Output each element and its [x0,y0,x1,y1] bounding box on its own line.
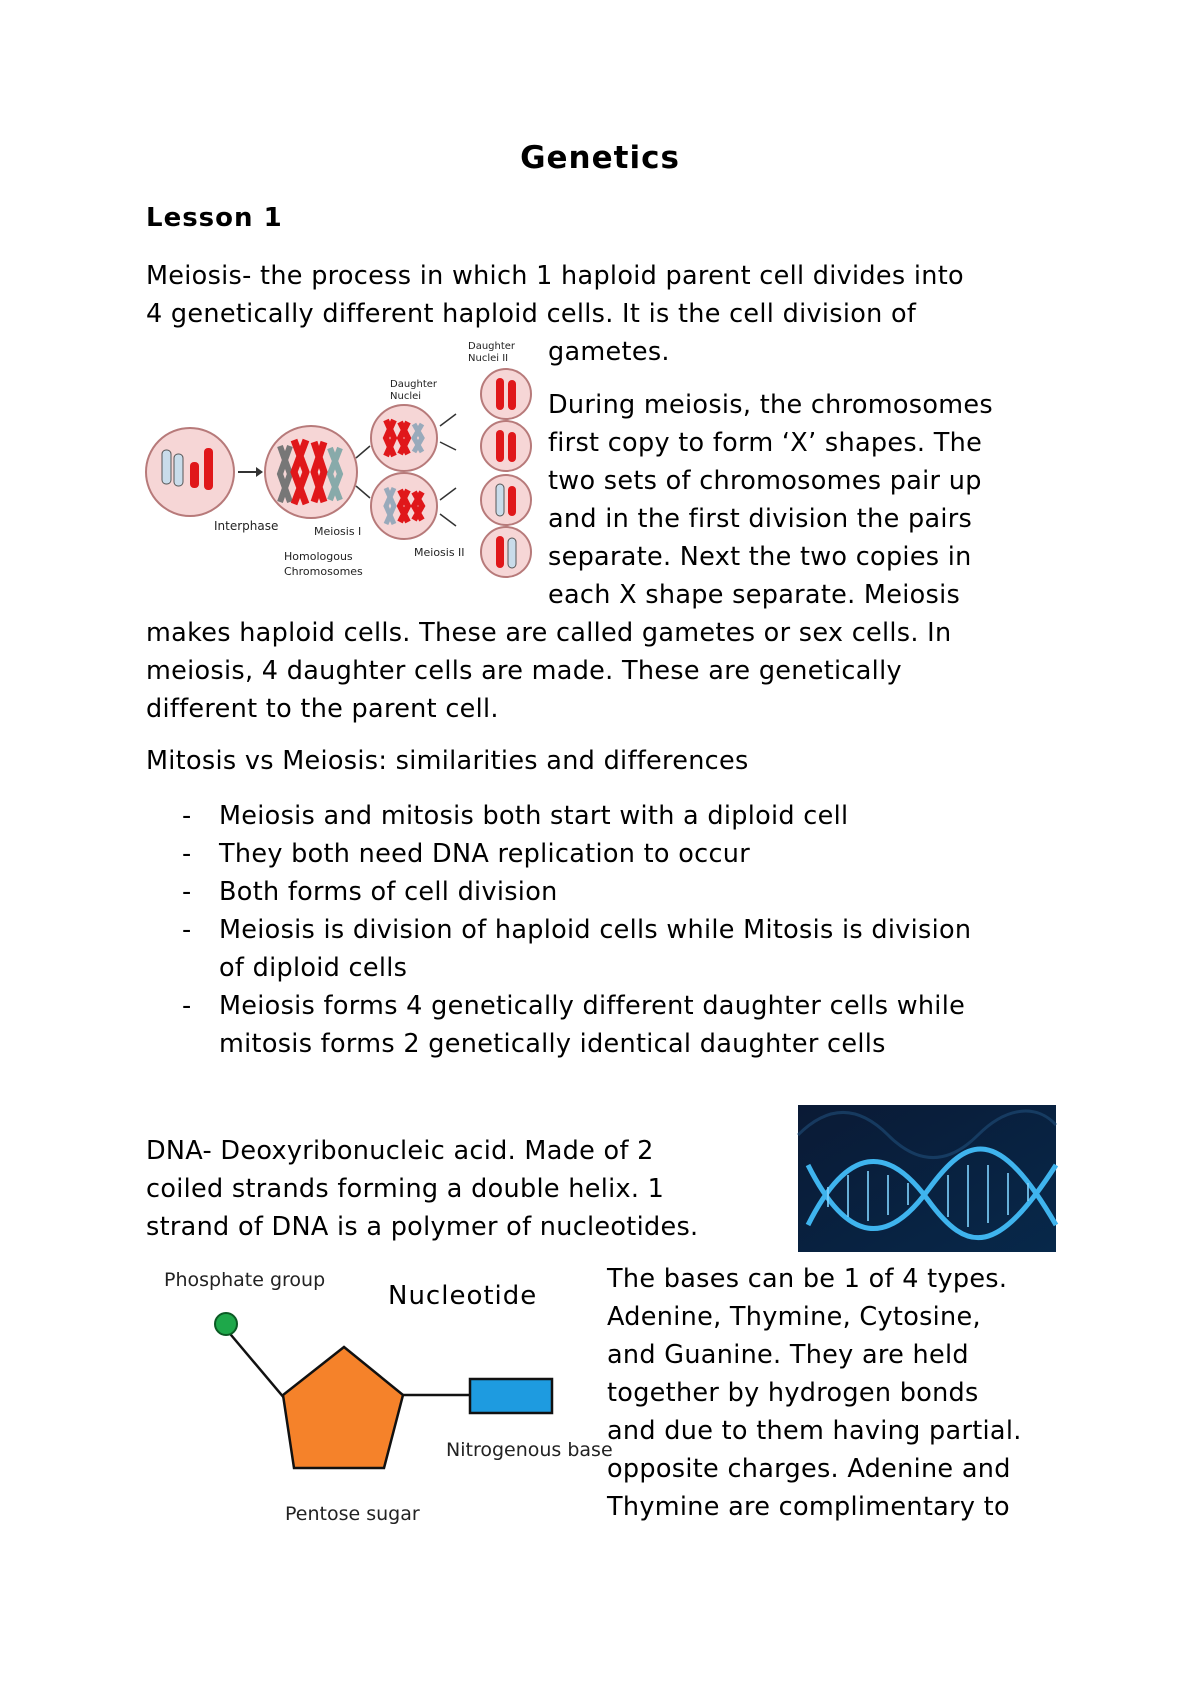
text-line: During meiosis, the chromosomes [548,390,994,420]
text-line: Thymine are complimentary to [607,1492,1010,1522]
page-title: Genetics [520,140,680,176]
text-line: first copy to form ‘X’ shapes. The [548,428,983,458]
text-line: two sets of chromosomes pair up [548,466,982,496]
chromosome [508,486,516,516]
list-dash: - [182,991,192,1021]
lesson-heading: Lesson 1 [146,203,283,233]
arrow [440,514,456,526]
text-line: strand of DNA is a polymer of nucleotides. [146,1212,699,1242]
nucleotide-title: Nucleotide [388,1281,538,1311]
meiosis-detail-full [146,614,951,728]
dna-helix-image [798,1105,1056,1252]
list-item [146,797,971,835]
text-line: each X shape separate. Meiosis [548,580,961,610]
daughter-nucleus-ii [481,527,531,577]
list-dash: - [182,801,192,831]
label-interphase: Interphase [214,519,279,533]
chromosome [496,484,504,516]
list-item-text: of diploid cells [219,953,408,983]
label-phosphate-group: Phosphate group [164,1269,326,1291]
text-line: Adenine, Thymine, Cytosine, [607,1302,981,1332]
daughter-nucleus [371,405,437,471]
text-line: and in the first division the pairs [548,504,973,534]
label-daughter-nuclei-ii-2: Nuclei II [468,353,509,364]
comparison-heading: Mitosis vs Meiosis: similarities and differences [146,746,749,776]
text-line: makes haploid cells. These are called gametes or sex cells. In [146,618,952,648]
chromosome [508,380,516,410]
daughter-nucleus-ii [481,369,531,419]
text-line: The bases can be 1 of 4 types. [607,1264,1008,1294]
label-pentose-sugar: Pentose sugar [285,1503,420,1525]
text-line: DNA- Deoxyribonucleic acid. Made of 2 [146,1136,654,1166]
daughter-nucleus [371,473,437,539]
nitrogenous-base-shape [470,1379,552,1413]
text-line: different to the parent cell. [146,694,499,724]
text-line: gametes. [548,337,670,367]
label-meiosis-i: Meiosis I [314,525,362,538]
list-item [146,987,971,1063]
list-item-text: mitosis forms 2 genetically identical daughter cells [219,1029,886,1059]
list-item-text: Meiosis forms 4 genetically different daughter cells while [219,991,966,1021]
list-item-text: They both need DNA replication to occur [219,839,751,869]
text-line: separate. Next the two copies in [548,542,972,572]
list-item [146,835,971,873]
dna-definition [146,1132,698,1246]
text-line: 4 genetically different haploid cells. It is the cell division of [146,299,917,329]
text-line: together by hydrogen bonds [607,1378,979,1408]
phosphate-group-shape [215,1313,237,1335]
list-item-text: Meiosis and mitosis both start with a diploid cell [219,801,849,831]
arrow [356,486,370,498]
arrow [440,414,456,426]
list-dash: - [182,915,192,945]
meiosis-detail-side [548,386,993,614]
meiosis-definition [146,257,964,333]
arrow [440,442,456,450]
list-dash: - [182,877,192,907]
text-line: and Guanine. They are held [607,1340,969,1370]
bond-line [226,1329,285,1399]
chromosome [508,538,516,568]
label-homologous-1: Homologous [284,550,353,563]
chromosome [162,450,171,484]
text-line: coiled strands forming a double helix. 1 [146,1174,665,1204]
arrow [440,488,456,500]
bases-paragraph [607,1260,1022,1526]
text-line: opposite charges. Adenine and [607,1454,1011,1484]
label-daughter-nuclei-1: Daughter [390,379,438,390]
label-daughter-nuclei-2: Nuclei [390,391,422,402]
text-line: and due to them having partial. [607,1416,1022,1446]
comparison-list [146,797,971,1063]
chromosome [174,454,183,486]
meiosis-diagram [144,338,539,588]
arrow [356,446,370,458]
label-meiosis-ii: Meiosis II [414,546,465,559]
label-homologous-2: Chromosomes [284,565,363,578]
chromosome [508,432,516,462]
list-item-text: Meiosis is division of haploid cells while Mitosis is division [219,915,972,945]
label-daughter-nuclei-ii-1: Daughter [468,341,516,352]
chromosome [496,430,504,462]
text-line: Meiosis- the process in which 1 haploid parent cell divides into [146,261,964,291]
arrow-head [256,467,263,477]
chromosome [204,448,213,490]
daughter-nucleus-ii [481,475,531,525]
pentose-sugar-shape [283,1347,403,1468]
chromosome [496,536,504,568]
chromosome [190,462,199,488]
list-dash: - [182,839,192,869]
list-item-text: Both forms of cell division [219,877,558,907]
text-line: meiosis, 4 daughter cells are made. These are genetically [146,656,902,686]
chromosome [496,378,504,410]
list-item [146,873,971,911]
list-item [146,911,971,987]
daughter-nucleus-ii [481,421,531,471]
label-nitrogenous-base: Nitrogenous base [446,1439,613,1461]
